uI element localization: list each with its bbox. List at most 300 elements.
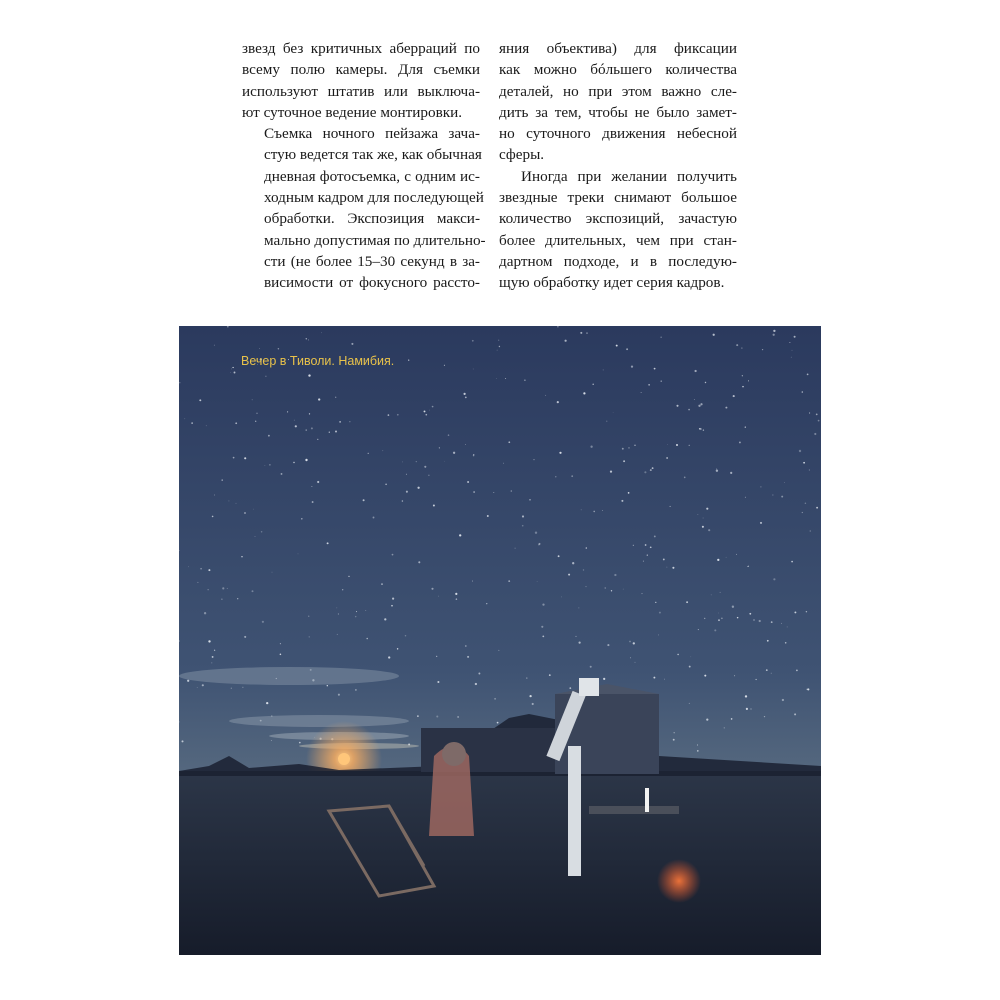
star	[457, 716, 458, 717]
star	[605, 587, 606, 588]
star	[789, 342, 790, 343]
star	[802, 512, 803, 513]
star	[807, 688, 809, 690]
paragraph	[242, 123, 486, 293]
text-column-left	[242, 38, 486, 294]
star	[730, 472, 732, 474]
star	[293, 462, 294, 463]
star	[767, 640, 769, 642]
star	[278, 348, 279, 349]
star	[465, 397, 467, 399]
star	[590, 446, 592, 448]
star	[235, 422, 237, 424]
text-line: сферы.	[499, 146, 545, 164]
star	[741, 348, 742, 349]
text-line: звездные треки снимают большое	[499, 189, 737, 207]
star	[673, 732, 674, 733]
star	[349, 421, 350, 422]
star	[236, 503, 237, 504]
star	[623, 460, 625, 462]
star	[697, 745, 698, 746]
text-line: используют штатив или выключа-	[242, 82, 480, 100]
star	[809, 470, 810, 471]
star	[641, 593, 642, 594]
telescope-pier	[568, 746, 581, 876]
star	[537, 581, 538, 582]
star	[736, 344, 738, 346]
star	[301, 518, 303, 520]
star	[356, 611, 357, 612]
star	[231, 688, 232, 689]
star	[268, 435, 270, 437]
star	[444, 365, 445, 366]
star	[444, 461, 445, 462]
star	[803, 462, 805, 464]
star	[373, 517, 375, 519]
star	[208, 640, 210, 642]
star	[689, 666, 691, 668]
star	[392, 554, 394, 556]
star	[467, 656, 469, 658]
star	[748, 380, 749, 381]
star	[654, 368, 656, 370]
star	[306, 338, 307, 339]
star	[626, 348, 628, 350]
star	[524, 379, 526, 381]
star	[233, 457, 235, 459]
star	[472, 581, 473, 582]
star	[711, 595, 712, 596]
star	[759, 620, 761, 622]
text-line: звезд без критичных аберраций по	[242, 40, 480, 57]
star	[366, 638, 368, 640]
star	[634, 445, 635, 446]
star	[542, 603, 544, 605]
star	[724, 727, 725, 728]
star	[706, 718, 708, 720]
star	[650, 469, 652, 471]
star	[214, 345, 215, 346]
star	[736, 554, 737, 555]
star	[191, 422, 192, 423]
star	[677, 654, 678, 655]
star	[749, 613, 751, 615]
text-line: но суточного движения небесной	[499, 125, 737, 143]
text-line: количество экспозиций, зачастую	[499, 210, 737, 228]
person-head	[442, 742, 466, 766]
star	[718, 613, 719, 614]
star	[392, 598, 394, 600]
star	[266, 702, 268, 704]
star	[388, 656, 390, 658]
star	[756, 679, 757, 680]
star	[493, 492, 494, 493]
star	[259, 348, 260, 349]
star	[571, 475, 573, 477]
star	[522, 515, 524, 517]
star	[237, 598, 238, 599]
star	[499, 650, 500, 651]
star	[592, 383, 594, 385]
star	[658, 634, 659, 635]
star	[745, 426, 746, 427]
star	[586, 586, 587, 587]
star	[628, 492, 630, 494]
star	[406, 474, 407, 475]
star	[381, 583, 383, 585]
star	[308, 374, 310, 376]
star	[716, 468, 717, 469]
star	[465, 444, 466, 445]
star	[335, 397, 336, 398]
star	[549, 674, 551, 676]
star	[698, 405, 700, 407]
star	[816, 414, 818, 416]
lamp-stick	[645, 788, 649, 812]
star	[742, 386, 744, 388]
star	[212, 516, 214, 518]
star	[244, 636, 246, 638]
star	[731, 718, 733, 720]
star	[526, 677, 527, 678]
star	[726, 557, 727, 558]
star	[706, 508, 708, 510]
ground	[179, 771, 821, 955]
paragraph	[499, 38, 737, 166]
star	[568, 574, 570, 576]
star	[339, 421, 341, 423]
star	[473, 491, 475, 493]
star	[529, 695, 531, 697]
star	[690, 656, 691, 657]
star	[230, 372, 231, 373]
star	[621, 500, 623, 502]
star	[794, 336, 796, 338]
star	[809, 412, 810, 413]
star	[673, 739, 675, 741]
star	[311, 427, 313, 429]
star	[385, 483, 387, 485]
star	[694, 399, 695, 400]
star	[745, 695, 747, 697]
star	[184, 418, 185, 419]
star	[664, 679, 665, 680]
star	[593, 511, 595, 513]
star	[799, 450, 801, 452]
star	[558, 555, 560, 557]
star	[583, 392, 585, 394]
star	[327, 685, 328, 686]
star	[760, 522, 762, 524]
moon	[338, 753, 350, 765]
star	[698, 514, 699, 515]
star	[676, 444, 678, 446]
star	[402, 462, 403, 463]
star	[467, 481, 469, 483]
star	[700, 403, 702, 405]
star	[317, 481, 319, 483]
star	[672, 567, 674, 569]
star	[214, 650, 215, 651]
star	[298, 554, 299, 555]
star	[720, 592, 721, 593]
star	[437, 681, 439, 683]
star	[713, 334, 715, 336]
star	[456, 598, 458, 600]
star	[408, 359, 409, 360]
star	[753, 619, 754, 620]
star	[663, 558, 665, 560]
star	[529, 499, 531, 501]
star	[581, 509, 582, 510]
star	[508, 441, 510, 443]
star	[429, 410, 430, 411]
star	[281, 473, 283, 475]
star	[459, 534, 461, 536]
star	[402, 500, 404, 502]
paragraph	[499, 166, 737, 294]
star	[473, 455, 474, 456]
star	[716, 470, 718, 472]
star	[623, 589, 624, 590]
text-line: как можно бóльшего количества	[499, 61, 737, 79]
star	[312, 501, 314, 503]
star	[607, 644, 609, 646]
photo-illustration	[179, 326, 821, 955]
star	[630, 657, 631, 658]
star	[406, 491, 408, 493]
star	[436, 656, 437, 657]
text-line: стую ведется так же, как обычная	[264, 146, 482, 164]
paragraph	[242, 38, 480, 123]
star	[670, 506, 671, 507]
star	[503, 463, 504, 464]
star	[436, 715, 438, 717]
star	[255, 536, 256, 537]
star	[321, 332, 322, 333]
star	[199, 399, 201, 401]
star	[650, 546, 652, 548]
star	[269, 464, 270, 465]
star	[579, 642, 581, 644]
star	[206, 425, 207, 426]
star	[473, 369, 474, 370]
star	[318, 398, 320, 400]
star	[197, 687, 198, 688]
text-line: ют суточное ведение монтировки.	[242, 103, 463, 121]
star	[766, 669, 768, 671]
star	[771, 621, 773, 623]
star	[734, 675, 735, 676]
star	[211, 662, 212, 663]
star	[628, 447, 629, 448]
star	[342, 589, 343, 590]
star	[539, 543, 541, 545]
star	[305, 459, 307, 461]
star	[487, 515, 489, 517]
star	[725, 407, 727, 409]
star	[448, 434, 450, 436]
star	[208, 569, 210, 571]
star	[255, 421, 256, 422]
star	[791, 357, 792, 358]
star	[244, 457, 246, 459]
star	[814, 433, 816, 435]
star	[773, 578, 775, 580]
photo-caption: Вечер в Тиволи. Намибия.	[241, 354, 395, 368]
star	[317, 439, 318, 440]
star	[497, 722, 499, 724]
night-sky-photo	[179, 326, 821, 955]
star	[473, 454, 474, 455]
star	[338, 694, 340, 696]
star	[432, 406, 434, 408]
star	[418, 561, 420, 563]
star	[355, 689, 357, 691]
star	[807, 374, 809, 376]
star	[424, 466, 426, 468]
star	[181, 740, 183, 742]
star	[785, 642, 787, 644]
red-lantern	[657, 859, 701, 903]
star	[299, 742, 301, 744]
star	[287, 411, 288, 412]
star	[496, 378, 497, 379]
star	[455, 593, 457, 595]
star	[388, 414, 390, 416]
star	[228, 500, 229, 501]
star	[499, 346, 500, 347]
star	[417, 487, 419, 489]
star	[648, 384, 649, 385]
star	[559, 452, 561, 454]
star	[522, 525, 524, 527]
star	[308, 616, 309, 617]
text-line: Съемка ночного пейзажа зача-	[264, 125, 480, 143]
star	[348, 576, 349, 577]
star	[705, 382, 706, 383]
star	[214, 495, 215, 496]
star	[603, 369, 604, 370]
star	[295, 425, 297, 427]
star	[439, 447, 440, 448]
star	[351, 343, 353, 345]
star	[818, 420, 820, 422]
star	[472, 340, 474, 342]
star	[655, 602, 656, 603]
star	[689, 445, 690, 446]
star	[336, 608, 337, 609]
star	[746, 708, 748, 710]
star	[676, 405, 678, 407]
star	[475, 683, 477, 685]
star	[745, 497, 746, 498]
star	[610, 471, 612, 473]
star	[227, 588, 228, 589]
star	[497, 350, 498, 351]
star	[717, 559, 719, 561]
star	[702, 526, 704, 528]
star	[261, 531, 263, 533]
star	[666, 457, 668, 459]
star	[806, 611, 807, 612]
star	[782, 699, 784, 701]
star	[565, 340, 567, 342]
star	[704, 675, 706, 677]
star	[545, 395, 546, 396]
star	[572, 562, 574, 564]
star	[252, 399, 253, 400]
star	[762, 349, 763, 350]
star	[265, 465, 266, 466]
star	[635, 662, 636, 663]
star	[241, 556, 242, 557]
star	[202, 684, 204, 686]
star	[771, 673, 772, 674]
star	[622, 448, 624, 450]
text-line: дить за тем, чтобы не было замет-	[499, 103, 737, 121]
star	[659, 612, 661, 614]
star	[580, 332, 582, 334]
text-line: мально допустимая по длительно-	[264, 231, 486, 249]
star	[221, 599, 222, 600]
star	[511, 490, 513, 492]
star	[311, 486, 312, 487]
star	[645, 544, 647, 546]
star	[557, 401, 559, 403]
star	[534, 459, 535, 460]
star	[204, 612, 206, 614]
star	[368, 453, 369, 454]
star	[541, 626, 543, 628]
star	[244, 512, 246, 514]
text-line: деталей, но при этом важно сле-	[499, 82, 737, 100]
star	[721, 617, 723, 619]
star	[784, 482, 785, 483]
star	[742, 375, 743, 376]
star	[478, 673, 480, 675]
star	[425, 414, 427, 416]
star	[188, 567, 189, 568]
text-line: всему полю камеры. Для съемки	[242, 61, 480, 79]
star	[586, 547, 588, 549]
star	[661, 381, 662, 382]
star	[611, 590, 612, 591]
star	[327, 542, 329, 544]
telescope-head	[579, 678, 599, 696]
star	[486, 603, 487, 604]
star	[535, 532, 537, 534]
star	[739, 441, 741, 443]
star	[787, 626, 788, 627]
star	[221, 479, 222, 480]
star	[708, 529, 710, 531]
star	[438, 596, 439, 597]
star	[794, 611, 796, 613]
star	[417, 715, 419, 717]
star	[329, 432, 330, 433]
star	[265, 376, 266, 377]
star	[515, 548, 516, 549]
star	[805, 503, 807, 505]
star	[760, 486, 761, 487]
star	[309, 413, 310, 414]
star	[781, 496, 783, 498]
star	[667, 444, 668, 445]
star	[532, 703, 534, 705]
star	[654, 535, 656, 537]
star	[363, 499, 365, 501]
